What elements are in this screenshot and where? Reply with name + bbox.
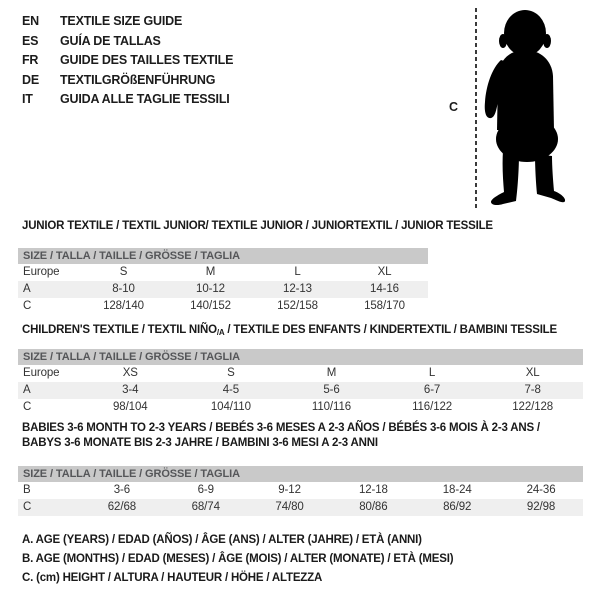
table-row [18,264,428,281]
row-label-cell: A [23,283,31,295]
row-label-cell: B [23,484,31,496]
table-cell: XL [377,266,392,278]
table-cell: 80/86 [359,501,388,513]
table-cell: 104/110 [210,401,251,413]
table-row [18,298,428,315]
table-cell: 158/170 [364,300,405,312]
table-cell: 62/68 [107,501,137,513]
language-code: DE [22,72,39,87]
table-row [18,482,583,499]
table-cell: 110/116 [311,401,352,413]
language-row [22,90,233,110]
row-label-cell: C [23,401,32,413]
table-cell: 152/158 [277,300,318,312]
figure-measure-label: C [449,100,459,114]
footnote-c: C. (cm) HEIGHT / ALTURA / HAUTEUR / HÖHE / ALTEZZA [22,572,323,584]
language-title: GUÍA DE TALLAS [60,33,161,48]
language-list [22,12,233,110]
junior-size-table [18,248,428,315]
language-row [22,12,233,32]
table-cell: 9-12 [278,484,301,496]
language-row [22,32,233,52]
table-row [18,281,428,298]
row-label-cell: Europe [23,266,60,278]
junior-table-title: JUNIOR TEXTILE / TEXTIL JUNIOR/ TEXTILE JUNIOR / JUNIORTEXTIL / JUNIOR TESSILE [22,220,493,232]
table-cell: 86/92 [443,501,472,513]
table-cell: 10-12 [196,283,225,295]
table-row [18,382,583,399]
children-title-pre: CHILDREN'S TEXTILE / TEXTIL NIÑO [22,324,217,336]
table-cell: 3-4 [122,384,139,396]
table-cell: 98/104 [113,401,148,413]
table-cell: 14-16 [370,283,399,295]
toddler-silhouette-icon [483,8,575,206]
table-cell: 6-7 [423,384,441,396]
babies-title-line1: BABIES 3-6 MONTH TO 2-3 YEARS / BEBÉS 3-6 MESES A 2-3 AÑOS / BÉBÉS 3-6 MOIS À 2-3 ANS / [22,422,540,434]
table-cell: M [326,367,337,379]
babies-size-table [18,466,583,516]
table-row [18,399,583,416]
footnotes [22,531,453,588]
table-cell: 18-24 [442,484,472,496]
table-cell: S [227,367,235,379]
children-size-table [18,349,583,416]
table-row [18,365,583,382]
language-title: TEXTILE SIZE GUIDE [60,14,183,28]
table-cell: 8-10 [112,283,135,295]
size-header-bar: SIZE / TALLA / TAILLE / GRÖSSE / TAGLIA [18,349,583,365]
table-cell: XL [525,367,540,379]
language-title: TEXTILGRÖßENFÜHRUNG [60,72,216,87]
row-label-cell: C [23,300,32,312]
table-cell: 6-9 [197,484,214,496]
table-cell: L [428,367,436,379]
babies-table-title [22,421,540,451]
table-cell: XS [122,367,138,379]
table-cell: M [205,266,216,278]
size-header-bar: SIZE / TALLA / TAILLE / GRÖSSE / TAGLIA [18,466,583,482]
table-cell: S [119,266,128,278]
language-code: FR [22,53,39,67]
height-measure-line [475,8,477,211]
size-header-bar: SIZE / TALLA / TAILLE / GRÖSSE / TAGLIA [18,248,428,264]
table-cell: 74/80 [275,501,304,513]
table-cell: 12-13 [283,283,312,295]
table-cell: 5-6 [323,384,340,396]
language-code: EN [22,14,39,28]
row-label-cell: A [23,384,31,396]
row-label-cell: C [23,501,32,513]
table-cell: 128/140 [103,300,144,312]
table-cell: 116/122 [412,401,453,413]
language-code: ES [22,33,39,48]
children-title-post: / TEXTILE DES ENFANTS / KINDERTEXTIL / BAMBINI TESSILE [224,324,557,336]
table-row [18,499,583,516]
babies-title-line2: BABYS 3-6 MONATE BIS 2-3 JAHRE / BAMBINI 3-6 MESI A 2-3 ANNI [22,437,378,449]
table-cell: 3-6 [113,484,131,496]
table-cell: 24-36 [526,484,556,496]
table-cell: 7-8 [524,384,541,396]
language-row [22,71,233,91]
table-cell: 12-18 [358,484,388,496]
table-cell: 68/74 [191,501,220,513]
table-cell: 140/152 [190,300,231,312]
language-row [22,51,233,71]
row-label-cell: Europe [23,367,60,379]
table-cell: 122/128 [512,401,554,413]
table-cell: 4-5 [222,384,240,396]
footnote-b: B. AGE (MONTHS) / EDAD (MESES) / ÂGE (MOIS) / ALTER (MONATE) / ETÀ (MESI) [22,553,454,565]
children-table-title [22,323,557,340]
children-title-sub: /A [216,328,225,337]
language-title: GUIDA ALLE TAGLIE TESSILI [60,92,230,106]
footnote-a: A. AGE (YEARS) / EDAD (AÑOS) / ÂGE (ANS) / ALTER (JAHRE) / ETÀ (ANNI) [22,534,422,546]
table-cell: L [294,266,301,278]
language-title: GUIDE DES TAILLES TEXTILE [60,53,234,67]
language-code: IT [22,92,33,106]
table-cell: 92/98 [526,501,556,513]
